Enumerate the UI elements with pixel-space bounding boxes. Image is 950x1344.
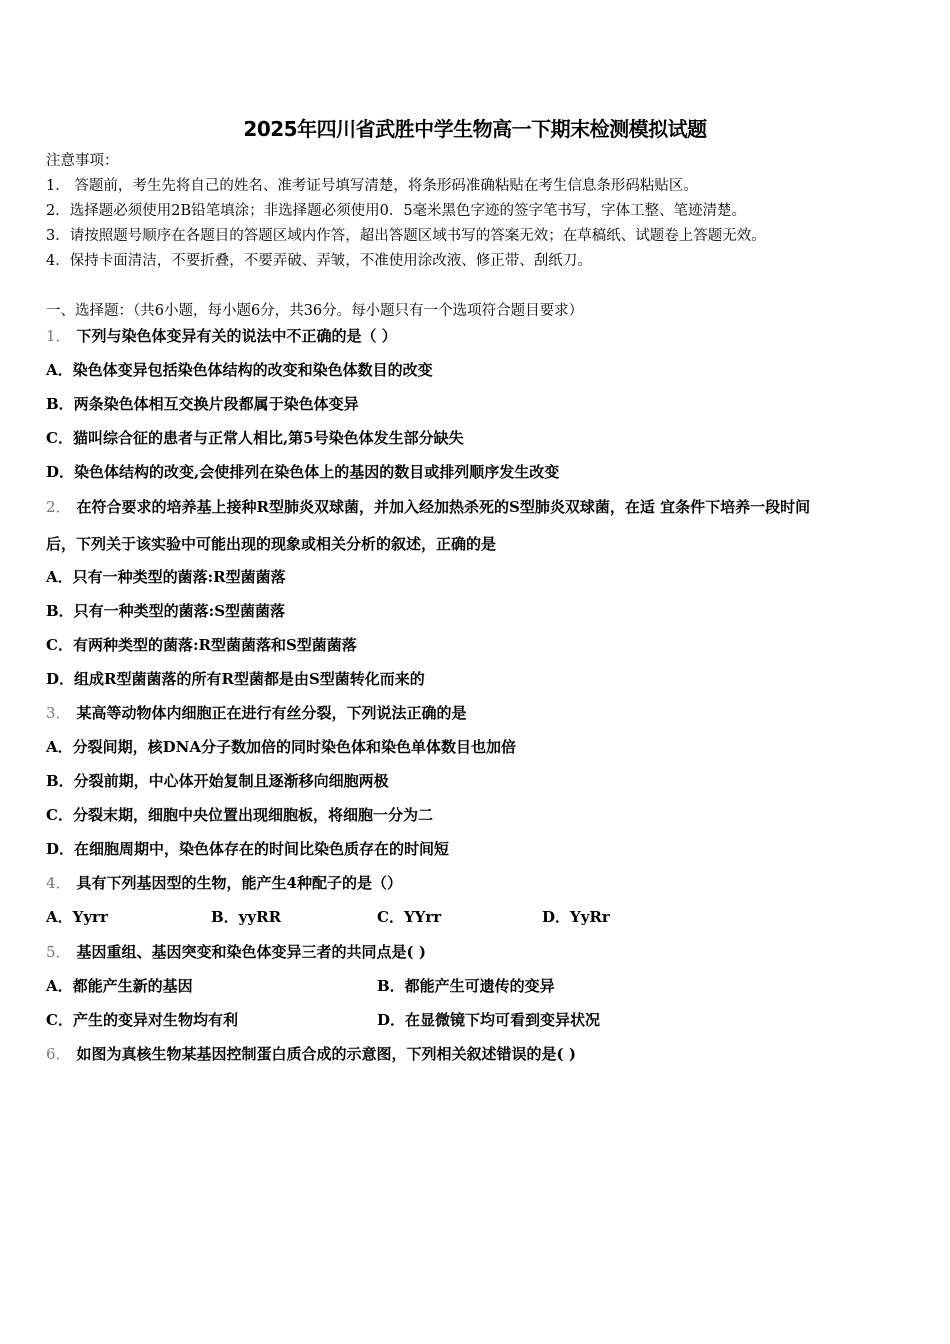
option-b: B．都能产生可遗传的变异 — [377, 977, 555, 995]
option-a: A．染色体变异包括染色体结构的改变和染色体数目的改变 — [46, 361, 433, 379]
question-stem: 基因重组、基因突变和染色体变异三者的共同点是( ) — [76, 943, 426, 961]
option-d: D．在细胞周期中，染色体存在的时间比染色质存在的时间短 — [46, 840, 450, 858]
question-stem: 在符合要求的培养基上接种R型肺炎双球菌，并加入经加热杀死的S型肺炎双球菌，在适 宜条件下培养一段时间 — [76, 498, 811, 516]
note-item: 4．保持卡面清洁，不要折叠，不要弄破、弄皱，不准使用涂改液、修正带、刮纸刀。 — [46, 253, 592, 269]
section-heading: 一、选择题：（共6小题，每小题6分，共36分。每小题只有一个选项符合题目要求） — [46, 303, 584, 319]
option-b: B．两条染色体相互交换片段都属于染色体变异 — [46, 395, 359, 413]
question-5 — [46, 942, 426, 962]
question-number: 4． — [46, 874, 71, 892]
option-d: D．染色体结构的改变,会使排列在染色体上的基因的数目或排列顺序发生改变 — [46, 463, 560, 481]
option-d: D．在显微镜下均可看到变异状况 — [377, 1011, 601, 1029]
option-b: B．yyRR — [211, 908, 282, 926]
question-stem: 下列与染色体变异有关的说法中不正确的是（ ） — [76, 327, 397, 345]
note-item: 1． 答题前，考生先将自己的姓名、准考证号填写清楚，将条形码准确粘贴在考生信息条形码粘贴区。 — [46, 178, 698, 194]
question-number: 3． — [46, 704, 71, 722]
option-a: A．只有一种类型的菌落:R型菌菌落 — [46, 568, 286, 586]
page-title: 2025年四川省武胜中学生物高一下期末检测模拟试题 — [243, 117, 707, 141]
question-number: 2． — [46, 498, 71, 516]
option-c: C．猫叫综合征的患者与正常人相比,第5号染色体发生部分缺失 — [46, 429, 464, 447]
question-1 — [46, 326, 397, 346]
option-b: B．只有一种类型的菌落:S型菌菌落 — [46, 602, 286, 620]
notes-heading: 注意事项： — [46, 153, 119, 169]
option-a: A．分裂间期，核DNA分子数加倍的同时染色体和染色单体数目也加倍 — [46, 738, 516, 756]
option-c: C．YYrr — [377, 908, 442, 926]
question-3 — [46, 703, 467, 723]
question-stem-continued: 后，下列关于该实验中可能出现的现象或相关分析的叙述，正确的是 — [46, 535, 497, 553]
option-b: B．分裂前期，中心体开始复制且逐渐移向细胞两极 — [46, 772, 389, 790]
option-a: A．Yyrr — [46, 908, 108, 926]
question-number: 5． — [46, 943, 71, 961]
question-4 — [46, 873, 402, 893]
question-2 — [46, 497, 810, 517]
note-item: 3．请按照题号顺序在各题目的答题区域内作答，超出答题区域书写的答案无效；在草稿纸、试题卷上答题无效。 — [46, 228, 766, 244]
option-c: C．产生的变异对生物均有利 — [46, 1011, 238, 1029]
question-number: 6． — [46, 1045, 71, 1063]
question-6 — [46, 1044, 576, 1064]
option-a: A．都能产生新的基因 — [46, 977, 193, 995]
question-stem: 某高等动物体内细胞正在进行有丝分裂，下列说法正确的是 — [76, 704, 467, 722]
note-item: 2．选择题必须使用2B铅笔填涂；非选择题必须使用0．5毫米黑色字迹的签字笔书写，字体工整、笔迹清楚。 — [46, 203, 747, 219]
question-stem: 具有下列基因型的生物，能产生4种配子的是（） — [76, 874, 402, 892]
option-d: D．组成R型菌菌落的所有R型菌都是由S型菌转化而来的 — [46, 670, 425, 688]
question-number: 1． — [46, 327, 71, 345]
option-c: C．有两种类型的菌落:R型菌菌落和S型菌菌落 — [46, 636, 357, 654]
option-c: C．分裂末期，细胞中央位置出现细胞板，将细胞一分为二 — [46, 806, 433, 824]
question-stem: 如图为真核生物某基因控制蛋白质合成的示意图，下列相关叙述错误的是( ) — [76, 1045, 576, 1063]
option-d: D．YyRr — [542, 908, 610, 926]
